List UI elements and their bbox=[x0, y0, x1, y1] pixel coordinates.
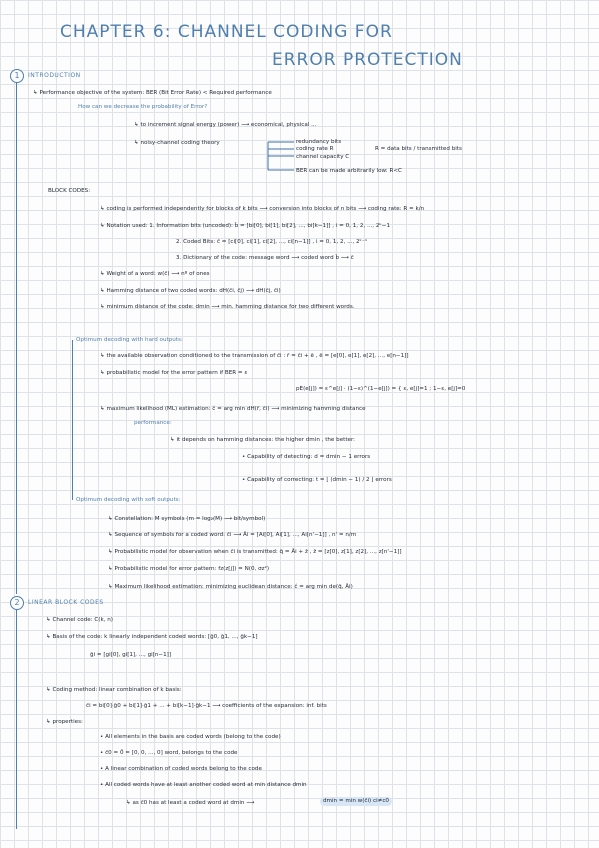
section-title-introduction: INTRODUCTION bbox=[28, 72, 81, 79]
redundancy-bits: redundancy bits bbox=[296, 139, 342, 145]
performance-label: performance: bbox=[134, 420, 172, 426]
section-number-2: 2 bbox=[10, 596, 24, 610]
error-model: ↳ probabilistic model for the error pattern if BER = ε bbox=[100, 370, 248, 376]
soft-output-title: Optimum decoding with soft outputs: bbox=[76, 497, 181, 503]
basis-vector: ḡi = [gi[0], gi[1], ..., gi[n−1]] bbox=[90, 652, 172, 658]
hamming-distance: ↳ Hamming distance of two coded words: dH(c̄i, c̄j) ⟶ dH(c̄j, c̄i) bbox=[100, 288, 281, 294]
capability-correcting: • Capability of correcting: t = ⌊ (dmin − 1) / 2 ⌋ errors bbox=[242, 477, 392, 483]
property-2: • c̄0 = 0̄ = [0, 0, ..., 0] word, belongs to the code bbox=[100, 750, 238, 756]
channel-code: ↳ Channel code: C(k, n) bbox=[46, 617, 113, 623]
depends-on-hamming: ↳ it depends on hamming distances: the higher dmin , the better: bbox=[170, 437, 356, 443]
notation-coded-bits: 2. Coded Bits: c̄ = [ci[0], ci[1], ci[2], ..., ci[n−1]] , i = 0, 1, 2, ..., 2ᵏ⁻¹ bbox=[176, 239, 368, 245]
coding-rate: coding rate R bbox=[296, 146, 334, 152]
ml-estimation-hard: ↳ maximum likelihood (ML) estimation: ĉ = arg min dH(r̄, c̄i) ⟶ minimizing hamming distance bbox=[100, 406, 366, 412]
minimum-distance: ↳ minimum distance of the code: dmin ⟶ min. hamming distance for two different words. bbox=[100, 304, 355, 310]
ber-condition: BER can be made arbitrarily low: R<C bbox=[296, 168, 402, 174]
symbol-sequence: ↳ Sequence of symbols for a coded word: c̄i ⟶ Āi = [Ai[0], Ai[1], ..., Ai[n'−1]] , n' = n/m bbox=[108, 532, 357, 538]
constellation: ↳ Constellation: M symbols (m = log₂(M) ⟶ bit/symbol) bbox=[108, 516, 266, 522]
available-observation: ↳ the available observation conditioned to the transmission of c̄i : r̄ = c̄i + ē , ē = [e[0], e[1], e[2], ..., e[n−1]] bbox=[100, 353, 409, 359]
property-4-consequence: ↳ as c̄0 has at least a coded word at dmin ⟶ bbox=[126, 800, 255, 806]
error-pattern-model: ↳ Probabilistic model for error pattern: fz(z[j]) = N(0, σz²) bbox=[108, 566, 270, 572]
observation-model: ↳ Probabilistic model for observation when c̄i is transmitted: q̄ = Āi + z̄ , z̄ = [z[0], z[1], z[2], ..., z[n'−1]] bbox=[108, 549, 402, 555]
property-3: • A linear combination of coded words belong to the code bbox=[100, 766, 262, 772]
branch-arrows bbox=[266, 140, 298, 174]
ml-estimation-soft: ↳ Maximum likelihood estimation: minimizing euclidean distance: ĉ = arg min de(q̄, Āi) bbox=[108, 584, 353, 590]
page-title-line2: ERROR PROTECTION bbox=[272, 50, 463, 70]
performance-objective: ↳ Performance objective of the system: BER (Bit Error Rate) < Required performance bbox=[33, 90, 272, 96]
property-1: • All elements in the basis are coded words (belong to the code) bbox=[100, 734, 281, 740]
section-1-line bbox=[16, 82, 17, 594]
notation-dictionary: 3. Dictionary of the code: message word ⟶ coded word b̄ ⟶ c̄ bbox=[176, 255, 354, 261]
hard-output-line bbox=[72, 340, 73, 500]
notation-info-bits: ↳ Notation used: 1. Information bits (uncoded): b̄ = [bi[0], bi[1], bi[2], ..., bi[k−1]] , i = 0, 1, 2, ..., 2ᵏ−1 bbox=[100, 223, 391, 229]
section-number-1: 1 bbox=[10, 69, 24, 83]
hard-output-title: Optimum decoding with hard outputs: bbox=[76, 337, 183, 343]
coding-method: ↳ Coding method: linear combination of k basis: bbox=[46, 687, 182, 693]
linear-combination-formula: c̄i = bi[0]·ḡ0 + bi[1]·ḡ1 + ... + bi[k−1]·ḡk−1 ⟶ coefficients of the expansion: inf. bits bbox=[86, 703, 327, 709]
property-4: • All coded words have at least another coded word at min distance dmin bbox=[100, 782, 307, 788]
section-2-line bbox=[16, 609, 17, 829]
properties-label: ↳ properties: bbox=[46, 719, 83, 725]
weight-of-word: ↳ Weight of a word: w(c̄) ⟶ nº of ones bbox=[100, 271, 210, 277]
capability-detecting: • Capability of detecting: d = dmin − 1 errors bbox=[242, 454, 371, 460]
channel-capacity: channel capacity C bbox=[296, 154, 350, 160]
page-title-line1: CHAPTER 6: CHANNEL CODING FOR bbox=[60, 22, 393, 42]
basis-of-code: ↳ Basis of the code: k linearly independent coded words: [ḡ0, ḡ1, ..., ḡk−1] bbox=[46, 634, 258, 640]
block-codes-title: BLOCK CODES: bbox=[48, 188, 91, 194]
noisy-channel-theory: ↳ noisy-channel coding theory bbox=[134, 140, 220, 146]
rate-formula: R = data bits / transmitted bits bbox=[375, 146, 462, 152]
dmin-formula-highlight: dmin = min w(c̄i) ci≠c0 bbox=[320, 797, 392, 806]
section-title-linear-block-codes: LINEAR BLOCK CODES bbox=[28, 599, 104, 606]
block-codes-item-1: ↳ coding is performed independently for blocks of k bits ⟶ conversion into blocks of n bits ⟶ coding rate: R = k/n bbox=[100, 206, 425, 212]
increment-energy: ↳ to increment signal energy (power) ⟶ economical, physical ... bbox=[134, 122, 317, 128]
question-error-probability: How can we decrease the probability of Error? bbox=[78, 104, 208, 110]
error-pmf: pE(e[j]) = ε^e[j] · (1−ε)^(1−e[j]) = { ε, e[j]=1 ; 1−ε, e[j]=0 bbox=[296, 386, 466, 392]
